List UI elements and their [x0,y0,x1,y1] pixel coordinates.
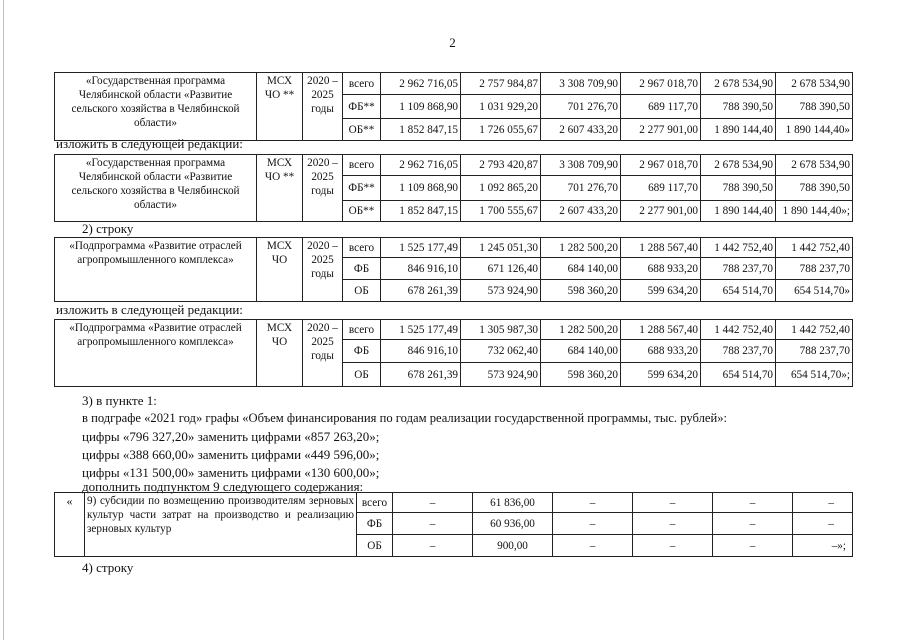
value-cell: 2 757 984,87 [461,73,541,95]
paragraph: 4) строку [82,560,134,575]
subprogram-name: «Подпрограмма «Развитие отраслей агропромышленного комплекса» [55,238,257,302]
value-cell: 1 726 055,67 [461,119,541,141]
value-cell: 1 031 929,20 [461,95,541,119]
source-cell: ФБ [357,513,393,535]
value-cell: 1 092 865,20 [461,176,541,201]
value-cell: 1 109 868,90 [381,176,461,201]
value-cell: 1 442 752,40 [701,320,776,340]
value-cell: – [713,513,793,535]
program-name: «Государственная программа Челябинской области «Развитие сельского хозяйства в Челябинской области» [55,73,257,141]
value-cell: 689 117,70 [621,95,701,119]
source-cell: ФБ [343,340,381,363]
value-cell: 3 308 709,90 [541,155,621,176]
value-cell: 1 442 752,40 [701,238,776,258]
subitem-name: 9) субсидии по возмещению производителям зерновых культур части затрат на производство и реализацию зерновых культур [85,493,357,557]
source-cell: ФБ [343,258,381,280]
table-row [55,320,853,340]
value-cell: 788 237,70 [776,258,853,280]
value-cell: 1 890 144,40 [701,119,776,141]
value-cell: 1 890 144,40 [701,201,776,222]
value-cell: 1 890 144,40» [776,119,853,141]
paragraph: цифры «796 327,20» заменить цифрами «857 263,20»; [82,429,380,444]
value-cell: 688 933,20 [621,258,701,280]
table-row [55,73,853,95]
value-cell: 2 678 534,90 [701,155,776,176]
value-cell: – [713,535,793,557]
value-cell: – [793,493,853,513]
value-cell: – [633,535,713,557]
value-cell: – [793,513,853,535]
value-cell: 900,00 [473,535,553,557]
years: 2020 – 2025 годы [303,73,343,141]
program-name: «Государственная программа Челябинской области «Развитие сельского хозяйства в Челябинской области» [55,155,257,222]
value-cell: 1 700 555,67 [461,201,541,222]
source-cell: всего [343,155,381,176]
value-cell: 654 514,70 [701,363,776,387]
paragraph: дополнить подпунктом 9 следующего содержания: [82,479,364,494]
value-cell: 2 607 433,20 [541,201,621,222]
value-cell: 1 525 177,49 [381,238,461,258]
value-cell: 684 140,00 [541,258,621,280]
source-cell: ОБ [343,363,381,387]
table-subprogram-new [54,319,853,387]
value-cell: 788 390,50 [701,95,776,119]
years: 2020 – 2025 годы [303,238,343,302]
value-cell: 2 793 420,87 [461,155,541,176]
value-cell: 788 390,50 [776,176,853,201]
value-cell: 1 288 567,40 [621,238,701,258]
value-cell: 2 678 534,90 [776,73,853,95]
source-cell: всего [343,238,381,258]
paragraph: в подграфе «2021 год» графы «Объем финансирования по годам реализации государственной программы, тыс. рублей»: [82,411,727,425]
table-program-new [54,154,853,222]
source-cell: ОБ [343,280,381,302]
value-cell: 688 933,20 [621,340,701,363]
instruction-text: изложить в следующей редакции: [56,302,243,317]
paragraph: цифры «131 500,00» заменить цифрами «130 600,00»; [82,465,380,480]
table-subprogram-original [54,237,853,302]
source-cell: ОБ [357,535,393,557]
value-cell: 1 245 051,30 [461,238,541,258]
value-cell: 2 967 018,70 [621,73,701,95]
source-cell: всего [343,320,381,340]
value-cell: 1 282 500,20 [541,238,621,258]
value-cell: 1 852 847,15 [381,119,461,141]
value-cell: 1 890 144,40»; [776,201,853,222]
table-row [55,493,853,513]
source-cell: ОБ** [343,201,381,222]
value-cell: 1 305 987,30 [461,320,541,340]
page-number: 2 [449,35,456,50]
paragraph: 3) в пункте 1: [82,393,157,408]
value-cell: 788 237,70 [776,340,853,363]
value-cell: 788 390,50 [701,176,776,201]
page-edge-line [3,0,4,640]
executor: МСХ ЧО ** [257,155,303,222]
instruction-text: изложить в следующей редакции: [56,136,243,151]
value-cell: 2 967 018,70 [621,155,701,176]
table-row [55,155,853,176]
value-cell: – [633,513,713,535]
value-cell: 2 962 716,05 [381,155,461,176]
value-cell: 684 140,00 [541,340,621,363]
value-cell: – [633,493,713,513]
value-cell: 61 836,00 [473,493,553,513]
value-cell: 2 277 901,00 [621,201,701,222]
paragraph: цифры «388 660,00» заменить цифрами «449 596,00»; [82,447,380,462]
executor: МСХ ЧО ** [257,73,303,141]
subprogram-name: «Подпрограмма «Развитие отраслей агропромышленного комплекса» [55,320,257,387]
value-cell: 573 924,90 [461,280,541,302]
table-program-original [54,72,853,141]
source-cell: ФБ** [343,176,381,201]
value-cell: – [713,493,793,513]
value-cell: 1 525 177,49 [381,320,461,340]
instruction-text: 2) строку [82,221,134,236]
value-cell: 2 607 433,20 [541,119,621,141]
value-cell: 60 936,00 [473,513,553,535]
value-cell: 689 117,70 [621,176,701,201]
value-cell: 732 062,40 [461,340,541,363]
value-cell: 1 282 500,20 [541,320,621,340]
executor: МСХ ЧО [257,320,303,387]
value-cell: 1 109 868,90 [381,95,461,119]
value-cell: – [553,513,633,535]
source-cell: всего [343,73,381,95]
value-cell: 788 390,50 [776,95,853,119]
source-cell: ФБ** [343,95,381,119]
source-cell: всего [357,493,393,513]
value-cell: 1 852 847,15 [381,201,461,222]
value-cell: 599 634,20 [621,363,701,387]
value-cell: 654 514,70»; [776,363,853,387]
value-cell: – [393,493,473,513]
value-cell: 678 261,39 [381,280,461,302]
value-cell: 3 308 709,90 [541,73,621,95]
value-cell: 2 678 534,90 [776,155,853,176]
value-cell: 599 634,20 [621,280,701,302]
value-cell: 1 442 752,40 [776,320,853,340]
value-cell: 2 962 716,05 [381,73,461,95]
value-cell: –»; [793,535,853,557]
value-cell: 1 288 567,40 [621,320,701,340]
years: 2020 – 2025 годы [303,155,343,222]
value-cell: 2 277 901,00 [621,119,701,141]
executor: МСХ ЧО [257,238,303,302]
value-cell: – [393,513,473,535]
value-cell: 788 237,70 [701,258,776,280]
value-cell: 598 360,20 [541,363,621,387]
open-quote: « [55,493,85,557]
value-cell: 846 916,10 [381,258,461,280]
value-cell: 2 678 534,90 [701,73,776,95]
value-cell: 654 514,70» [776,280,853,302]
value-cell: – [553,535,633,557]
value-cell: 701 276,70 [541,176,621,201]
value-cell: 1 442 752,40 [776,238,853,258]
value-cell: 788 237,70 [701,340,776,363]
years: 2020 – 2025 годы [303,320,343,387]
value-cell: 598 360,20 [541,280,621,302]
value-cell: – [553,493,633,513]
table-new-subitem [54,492,853,557]
value-cell: 671 126,40 [461,258,541,280]
value-cell: 846 916,10 [381,340,461,363]
value-cell: 701 276,70 [541,95,621,119]
source-cell: ОБ** [343,119,381,141]
value-cell: 573 924,90 [461,363,541,387]
value-cell: – [393,535,473,557]
value-cell: 654 514,70 [701,280,776,302]
table-row [55,238,853,258]
value-cell: 678 261,39 [381,363,461,387]
